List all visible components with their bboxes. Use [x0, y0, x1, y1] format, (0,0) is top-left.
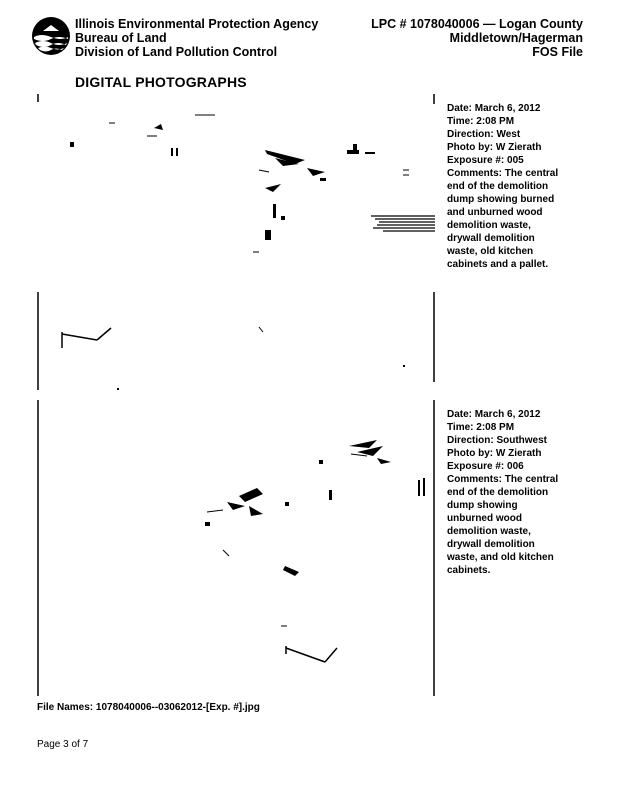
photo-1-direction: Direction: West [447, 129, 521, 140]
photo-2-date: Date: March 6, 2012 [447, 409, 541, 420]
file-names: File Names: 1078040006--03062012-[Exp. #].jpg [37, 702, 260, 713]
photo-2-comment-line: unburned wood [447, 513, 522, 524]
photo-2-exposure: Exposure #: 006 [447, 461, 524, 472]
photo-1-caption [447, 102, 577, 271]
bureau-name: Bureau of Land [75, 31, 167, 45]
photo-2-photographer: Photo by: W Zierath [447, 448, 542, 459]
photo-1-exposure: Exposure #: 005 [447, 155, 524, 166]
photo-1-image [37, 92, 435, 392]
photo-2-image [37, 398, 435, 698]
photo-1-comment-line: waste, old kitchen [447, 246, 534, 257]
file-type: FOS File [532, 45, 583, 59]
photo-1-comment-line: cabinets and a pallet. [447, 259, 549, 270]
lpc-number: LPC # 1078040006 — Logan County [371, 17, 583, 31]
photo-2-comment-line: demolition waste, [447, 526, 531, 537]
photo-2-comment-line: waste, and old kitchen [447, 552, 554, 563]
section-title: DIGITAL PHOTOGRAPHS [75, 74, 247, 90]
photo-2-direction: Direction: Southwest [447, 435, 548, 446]
agency-name: Illinois Environmental Protection Agency [75, 17, 319, 31]
photo-2-caption [447, 408, 577, 577]
site-name: Middletown/Hagerman [449, 31, 583, 45]
site-header [371, 17, 583, 59]
photo-2-comment-line: cabinets. [447, 565, 491, 576]
photo-2-comment-line: end of the demolition [447, 487, 549, 498]
photo-1-photographer: Photo by: W Zierath [447, 142, 542, 153]
photo-1-comment-line: Comments: The central [447, 168, 559, 179]
division-name: Division of Land Pollution Control [75, 45, 278, 59]
agency-header [75, 17, 318, 59]
page-number: Page 3 of 7 [37, 739, 89, 750]
photo-1-time: Time: 2:08 PM [447, 116, 515, 127]
photo-2-time: Time: 2:08 PM [447, 422, 515, 433]
photo-1-comment-line: end of the demolition [447, 181, 549, 192]
photo-2-comment-line: drywall demolition [447, 539, 535, 550]
photo-1-date: Date: March 6, 2012 [447, 103, 541, 114]
photo-1 [37, 92, 435, 392]
photo-1-comment-line: drywall demolition [447, 233, 535, 244]
illinois-epa-logo-icon [31, 16, 71, 56]
photo-1-comment-line: dump showing burned [447, 194, 555, 205]
photo-1-comment-line: demolition waste, [447, 220, 531, 231]
photo-2-comment-line: dump showing [447, 500, 518, 511]
photo-2 [37, 398, 435, 698]
photo-1-comment-line: and unburned wood [447, 207, 543, 218]
photo-2-comment-line: Comments: The central [447, 474, 559, 485]
